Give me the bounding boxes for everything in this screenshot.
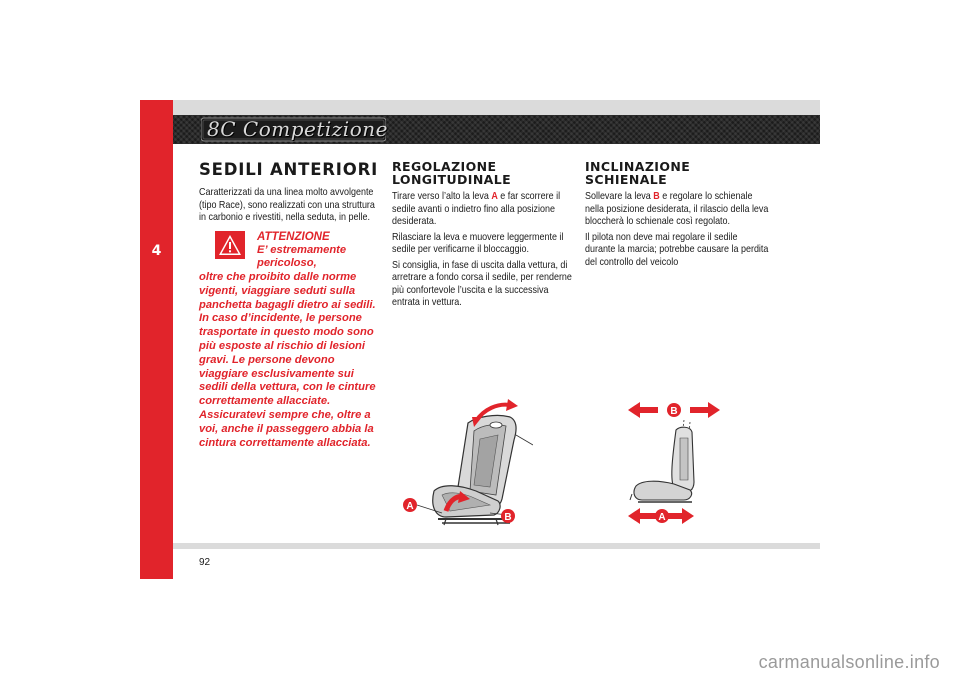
column-front-seats <box>199 160 379 450</box>
column-longitudinal-adjustment <box>392 160 577 313</box>
warning-body: oltre che proibito dalle norme vigenti, viaggiare seduti sulla panchetta bagagli dietro ai sedili. In caso d’incidente, le persone trasportate in questo modo sono più esposte al rischio di lesioni gravi. Le persone devono viaggiare esclusivamente sui sedili della vettura, con le cinture correttamente allacciate. Assicuratevi sempre che, oltre a voi, anche il passeggero abbia la cintura correttamente allacciata. <box>199 271 376 449</box>
warning-first-line: E’ estremamente pericoloso, <box>257 243 347 270</box>
chapter-number: 4 <box>151 243 162 259</box>
header-carbon-band <box>173 115 820 144</box>
warning-block <box>199 231 379 451</box>
seat-illustration-levers <box>398 395 533 535</box>
longitudinal-paragraph-1 <box>392 191 577 229</box>
front-seats-intro: Caratterizzati da una linea molto avvolgente (tipo Race), sono realizzati con una struttura in carbonio e rivestiti, nella seduta, in pelle. <box>199 187 375 223</box>
section-title-front-seats: SEDILI ANTERIORI <box>199 160 379 179</box>
logo-text: 8C Competizione <box>207 117 388 141</box>
text-span: e regolare lo schienale nella posizione desiderata, il rilascio della leva bloccherà lo schienale così regolato. <box>585 191 769 227</box>
lever-a-label: A <box>491 191 498 202</box>
backrest-paragraph-2: Il pilota non deve mai regolare il sedile durante la marcia; potrebbe causare la perdita del controllo del veicolo <box>585 231 769 268</box>
backrest-paragraph-1 <box>585 191 770 229</box>
section-title-backrest: INCLINAZIONE SCHIENALE <box>585 159 691 187</box>
label-a: A <box>406 501 414 512</box>
header-top-strip <box>173 100 820 115</box>
page-number: 92 <box>199 557 211 568</box>
watermark-text: carmanualsonline.info <box>758 652 940 672</box>
label-b: B <box>504 512 512 523</box>
text-span: Tirare verso l’alto la leva <box>392 191 492 202</box>
text-span: Sollevare la leva <box>585 191 654 202</box>
column-backrest-inclination <box>585 160 770 272</box>
footer-strip <box>173 543 820 549</box>
longitudinal-paragraph-3: Si consiglia, in fase di uscita dalla vettura, di arretrare a fondo corsa il sedile, per renderne più confortevole l’uscita e la successiva entrata in vettura. <box>392 259 572 308</box>
seat-illustration-arrows <box>628 400 720 530</box>
warning-triangle-icon <box>215 231 245 259</box>
brand-logo <box>201 117 386 142</box>
warning-title: ATTENZIONE <box>257 230 330 243</box>
chapter-tab <box>140 100 173 579</box>
seat-drawing <box>398 395 533 535</box>
label-a: A <box>658 512 666 523</box>
label-b: B <box>670 406 678 417</box>
lever-b-label: B <box>653 191 660 202</box>
section-title-longitudinal: REGOLAZIONE LONGITUDINALE <box>392 159 512 187</box>
seat-side-drawing <box>628 400 720 530</box>
longitudinal-paragraph-2: Rilasciare la leva e muovere leggermente il sedile per verificarne il bloccaggio. <box>392 231 564 255</box>
text-span: e far scorrere il sedile avanti o indietro fino alla posizione desiderata. <box>392 191 561 227</box>
